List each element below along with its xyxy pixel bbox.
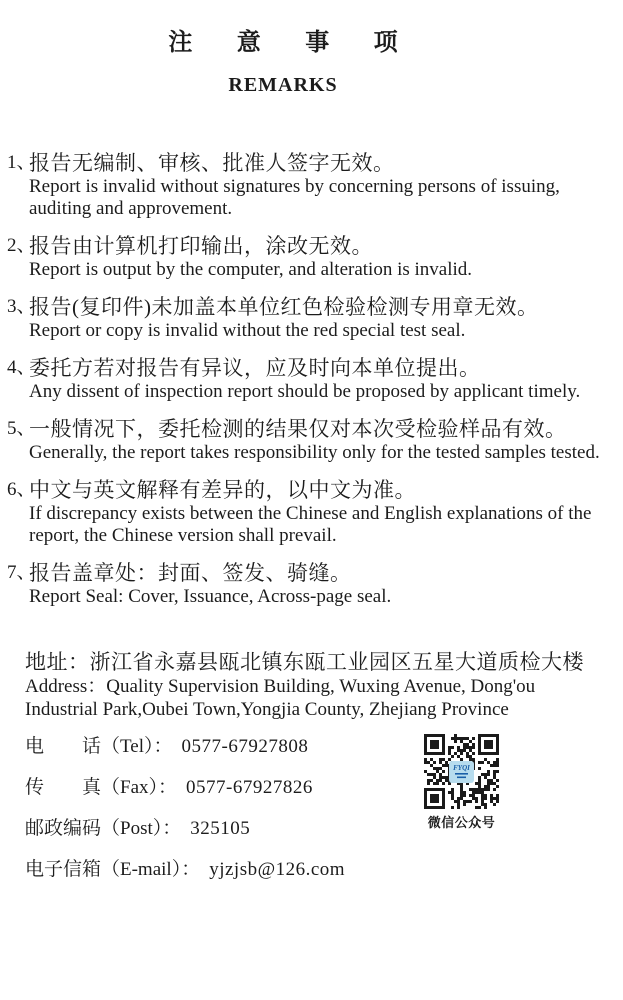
- item-text-zh: 报告(复印件)未加盖本单位红色检验检测专用章无效。: [29, 295, 539, 319]
- item-text-zh: 报告由计算机打印输出，涂改无效。: [29, 234, 373, 258]
- item-text-en: Report is output by the computer, and alteration is invalid.: [29, 259, 473, 280]
- fax-value: 0577-67927826: [186, 777, 313, 798]
- email-label: 电子信箱（E-mail）：: [25, 859, 201, 880]
- notice-item: [7, 560, 613, 608]
- contact-row-email: [25, 859, 415, 880]
- address-en: Address：Quality Supervision Building, Wuxing Avenue, Dong'ou Industrial Park,Oubei Town,Yongjia County, Zhejiang Province: [25, 676, 536, 720]
- wechat-qr-block: [423, 733, 500, 830]
- address-block: [25, 649, 610, 721]
- item-number: 6、: [7, 479, 36, 500]
- notice-item: [7, 355, 613, 403]
- contact-row-post: [25, 818, 415, 839]
- item-number: 4、: [7, 357, 36, 378]
- notice-item: [7, 150, 613, 220]
- item-text-zh: 一般情况下，委托检测的结果仅对本次受检验样品有效。: [29, 417, 567, 441]
- email-value: yjzjsb@126.com: [209, 859, 346, 880]
- contact-row-fax: [25, 777, 415, 798]
- item-number: 2、: [7, 235, 36, 256]
- address-zh: 地址：浙江省永嘉县瓯北镇东瓯工业园区五星大道质检大楼: [25, 650, 584, 674]
- item-text-en: Generally, the report takes responsibility only for the tested samples tested.: [29, 442, 600, 463]
- contact-row-tel: [25, 736, 415, 757]
- page-header: [0, 28, 566, 96]
- item-text-en: Report is invalid without signatures by concerning persons of issuing, auditing and approvement.: [29, 176, 560, 219]
- item-number: 3、: [7, 296, 36, 317]
- item-text-en: If discrepancy exists between the Chinese and English explanations of the report, the Chinese version shall prevail.: [29, 503, 592, 546]
- item-text-en: Report Seal: Cover, Issuance, Across-page seal.: [29, 586, 392, 607]
- notice-item: [7, 477, 613, 547]
- item-number: 5、: [7, 418, 36, 439]
- item-number: 7、: [7, 562, 36, 583]
- item-text-en: Any dissent of inspection report should be proposed by applicant timely.: [29, 381, 581, 402]
- item-text-zh: 报告盖章处：封面、签发、骑缝。: [29, 561, 352, 585]
- notice-item: [7, 233, 613, 281]
- contact-block: [25, 736, 415, 900]
- wechat-qr-code: [423, 733, 500, 810]
- notice-item: [7, 416, 613, 464]
- tel-value: 0577-67927808: [181, 736, 309, 757]
- item-text-zh: 报告无编制、审核、批准人签字无效。: [29, 151, 395, 175]
- notice-list: [7, 150, 613, 621]
- post-value: 325105: [190, 818, 251, 839]
- item-text-zh: 中文与英文解释有差异的，以中文为准。: [29, 478, 416, 502]
- item-number: 1、: [7, 152, 36, 173]
- page-title-en: REMARKS: [228, 74, 338, 96]
- page-title-zh: 注意事项: [168, 30, 442, 56]
- qr-caption: 微信公众号: [427, 815, 496, 830]
- svg-text:FYQI: FYQI: [453, 764, 470, 772]
- item-text-zh: 委托方若对报告有异议，应及时向本单位提出。: [29, 356, 481, 380]
- post-label: 邮政编码（Post）：: [25, 818, 182, 839]
- notice-item: [7, 294, 613, 342]
- tel-label: 电 话（Tel）：: [25, 736, 173, 757]
- fax-label: 传 真（Fax）：: [25, 777, 178, 798]
- item-text-en: Report or copy is invalid without the red special test seal.: [29, 320, 466, 341]
